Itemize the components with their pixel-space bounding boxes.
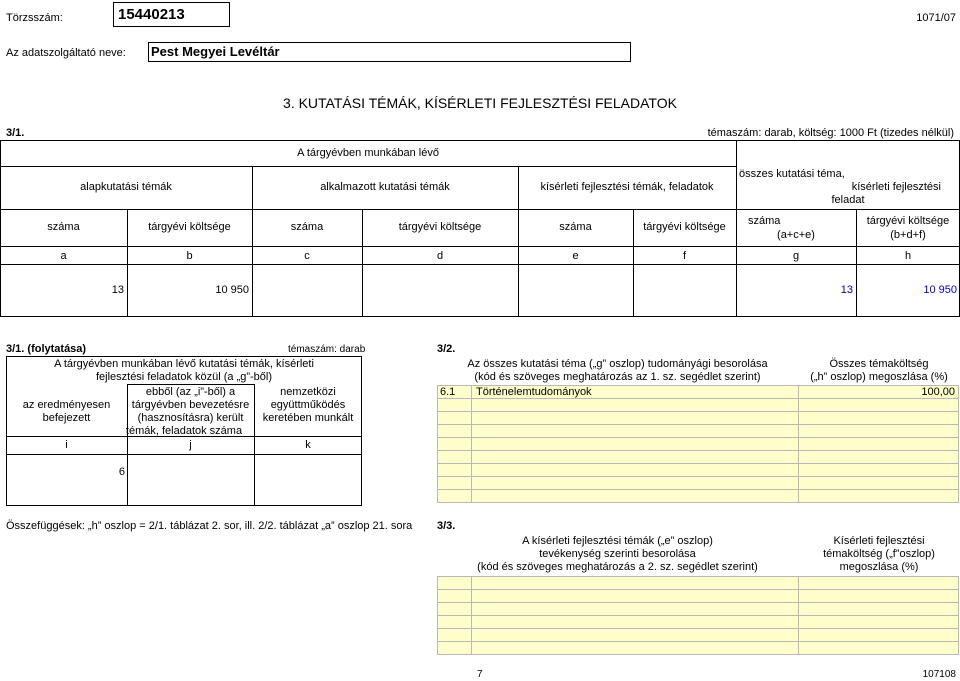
unit-note-3-1-cont: témaszám: darab	[288, 344, 366, 355]
t32-row6-name-cell[interactable]	[471, 450, 799, 464]
col-header-alkalm: alkalmazott kutatási témák	[320, 181, 450, 193]
t32-header-1a: Az összes kutatási téma („g” oszlop) tudományági besorolása	[467, 358, 768, 370]
cont-header-2: fejlesztési feladatok közül (a „g”-ből)	[95, 371, 273, 383]
t33-row6-code-cell[interactable]	[437, 641, 472, 655]
col-j-1: tárgyévben bevezetésre	[131, 399, 250, 411]
letter-b: b	[186, 250, 193, 262]
letter-g: g	[792, 250, 800, 262]
t32-row9-code-cell[interactable]	[437, 489, 472, 503]
relationship-note: Összefüggések: „h” oszlop = 2/1. táblázat 2. sor, ill. 2/2. táblázat „a” oszlop 21. sora	[6, 520, 413, 532]
t33-header-2c: megoszlása (%)	[839, 561, 919, 573]
sub-header-e: száma	[559, 221, 592, 233]
t32-row1-name: Történelemtudományok	[476, 386, 592, 398]
value-b[interactable]: 10 950	[215, 284, 249, 296]
t32-row1-code-cell[interactable]	[437, 385, 472, 399]
t33-row2-pct-cell[interactable]	[798, 589, 959, 603]
t32-row2-code-cell[interactable]	[437, 398, 472, 412]
col-j-3: témák, feladatok száma	[125, 425, 243, 437]
col-header-osszes-2: kísérleti fejlesztési	[851, 181, 941, 193]
col-i-2: befejezett	[42, 412, 91, 424]
t33-row6-name-cell[interactable]	[471, 641, 799, 655]
t33-row5-pct-cell[interactable]	[798, 628, 959, 642]
col-header-osszes-1: összes kutatási téma,	[739, 168, 845, 180]
t32-row5-name-cell[interactable]	[471, 437, 799, 451]
letter-f: f	[682, 250, 687, 262]
value-i[interactable]: 6	[118, 466, 125, 478]
col-j-2: (hasznosításra) került	[137, 412, 244, 424]
t33-row2-name-cell[interactable]	[471, 589, 799, 603]
t32-row1-pct: 100,00	[921, 386, 955, 398]
section-3-3: 3/3.	[437, 520, 456, 532]
sub-header-g-1: száma	[748, 215, 781, 227]
form-code: 1071/07	[916, 12, 956, 24]
t32-row5-pct-cell[interactable]	[798, 437, 959, 451]
page-title: 3. KUTATÁSI TÉMÁK, KÍSÉRLETI FEJLESZTÉSI FELADATOK	[283, 95, 677, 111]
t32-row2-name-cell[interactable]	[471, 398, 799, 412]
t32-row1-pct-cell[interactable]	[798, 385, 959, 399]
col-k-2: együttműködés	[270, 399, 346, 411]
t33-row6-pct-cell[interactable]	[798, 641, 959, 655]
t33-row1-pct-cell[interactable]	[798, 576, 959, 590]
t32-header-2a: Összes témaköltség	[829, 358, 929, 370]
unit-note-3-1: témaszám: darab, költség: 1000 Ft (tizedes nélkül)	[707, 127, 954, 139]
value-a[interactable]: 13	[111, 284, 124, 296]
t33-row1-code-cell[interactable]	[437, 576, 472, 590]
t32-row3-code-cell[interactable]	[437, 411, 472, 425]
t33-row1-name-cell[interactable]	[471, 576, 799, 590]
t32-row6-pct-cell[interactable]	[798, 450, 959, 464]
section-3-2: 3/2.	[437, 343, 456, 355]
value-h: 10 950	[923, 284, 957, 296]
sub-header-h-2: (b+d+f)	[890, 229, 926, 241]
sub-header-c: száma	[290, 221, 324, 233]
t33-header-1a: A kísérleti fejlesztési témák („e” oszlop)	[522, 535, 713, 547]
letter-k: k	[305, 439, 311, 451]
t32-row3-name-cell[interactable]	[471, 411, 799, 425]
letter-c: c	[304, 250, 310, 262]
col-k-1: nemzetközi	[280, 386, 336, 398]
t32-row8-name-cell[interactable]	[471, 476, 799, 490]
torzsszam-box[interactable]	[113, 2, 230, 27]
value-g: 13	[840, 284, 853, 296]
group-header: A tárgyévben munkában lévő	[297, 147, 439, 159]
col-header-osszes-3: feladat	[831, 194, 865, 206]
t32-header-1b: (kód és szöveges meghatározás az 1. sz. segédlet szerint)	[474, 371, 761, 383]
t32-header-2b: („h” oszlop) megoszlása (%)	[810, 371, 948, 383]
t32-row9-name-cell[interactable]	[471, 489, 799, 503]
page-number: 7	[477, 669, 483, 680]
t32-row2-pct-cell[interactable]	[798, 398, 959, 412]
sub-header-a: száma	[47, 221, 80, 233]
letter-d: d	[436, 250, 444, 262]
t32-row7-name-cell[interactable]	[471, 463, 799, 477]
t32-row4-code-cell[interactable]	[437, 424, 472, 438]
col-header-kiserleti: kísérleti fejlesztési témák, feladatok	[540, 181, 714, 193]
t32-row7-pct-cell[interactable]	[798, 463, 959, 477]
t32-row7-code-cell[interactable]	[437, 463, 472, 477]
t33-header-1b: tevékenység szerinti besorolása	[539, 548, 696, 560]
sub-header-f: tárgyévi költsége	[643, 221, 726, 233]
sub-header-b: tárgyévi költsége	[148, 221, 231, 233]
t33-row2-code-cell[interactable]	[437, 589, 472, 603]
letter-i: i	[65, 439, 68, 451]
t33-row3-name-cell[interactable]	[471, 602, 799, 616]
col-jk-1: ebből (az „i”-ből) a	[145, 386, 236, 398]
t32-row4-pct-cell[interactable]	[798, 424, 959, 438]
t33-row5-name-cell[interactable]	[471, 628, 799, 642]
col-i-1: az eredményesen	[22, 399, 111, 411]
letter-j: j	[189, 439, 192, 451]
t32-row1-code: 6.1	[440, 386, 456, 398]
sub-header-g-2: (a+c+e)	[777, 229, 815, 241]
t33-header-2a: Kísérleti fejlesztési	[833, 535, 925, 547]
section-3-1: 3/1.	[6, 127, 25, 139]
t32-row1-name-cell[interactable]	[471, 385, 799, 399]
t32-row3-pct-cell[interactable]	[798, 411, 959, 425]
t33-row4-pct-cell[interactable]	[798, 615, 959, 629]
provider-value: Pest Megyei Levéltár	[151, 44, 280, 59]
t33-row5-code-cell[interactable]	[437, 628, 472, 642]
sub-header-h-1: tárgyévi költsége	[866, 215, 950, 227]
section-3-1-cont: 3/1. (folytatása)	[6, 343, 87, 355]
t33-header-2b: témaköltség („f”oszlop)	[823, 548, 935, 560]
t32-row8-code-cell[interactable]	[437, 476, 472, 490]
t32-row8-pct-cell[interactable]	[798, 476, 959, 490]
sub-header-d: tárgyévi költsége	[398, 221, 482, 233]
t33-row4-code-cell[interactable]	[437, 615, 472, 629]
letter-e: e	[572, 250, 579, 262]
t32-row6-code-cell[interactable]	[437, 450, 472, 464]
torzsszam-value: 15440213	[118, 6, 185, 23]
t33-row3-pct-cell[interactable]	[798, 602, 959, 616]
t33-row4-name-cell[interactable]	[471, 615, 799, 629]
provider-box[interactable]	[148, 42, 631, 62]
t32-row5-code-cell[interactable]	[437, 437, 472, 451]
cont-header-1: A tárgyévben munkában lévő kutatási témák, kísérleti	[54, 358, 314, 370]
t33-row3-code-cell[interactable]	[437, 602, 472, 616]
torzsszam-label: Törzsszám:	[6, 12, 63, 24]
t32-row4-name-cell[interactable]	[471, 424, 799, 438]
t32-row9-pct-cell[interactable]	[798, 489, 959, 503]
provider-label: Az adatszolgáltató neve:	[6, 47, 126, 59]
letter-a: a	[60, 250, 67, 262]
t33-header-1c: (kód és szöveges meghatározás a 2. sz. segédlet szerint)	[477, 561, 758, 573]
col-k-3: keretében munkált	[262, 412, 354, 424]
col-header-alap: alapkutatási témák	[80, 181, 172, 193]
page-code: 107108	[922, 669, 956, 680]
letter-h: h	[904, 250, 912, 262]
